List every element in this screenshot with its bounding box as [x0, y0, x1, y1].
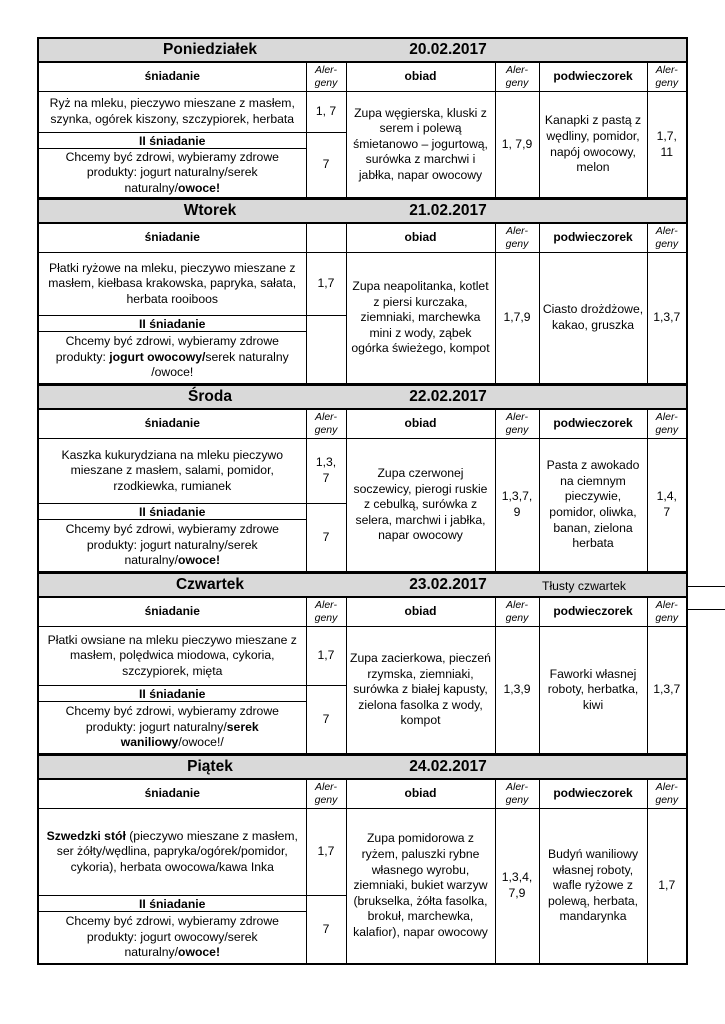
breakfast-cell [38, 92, 306, 133]
breakfast-header: śniadanie [38, 409, 306, 439]
second-breakfast-label: II śniadanie [38, 316, 306, 332]
day-name: Wtorek [183, 202, 237, 219]
column-header-row [38, 62, 687, 92]
breakfast-highlight: Szwedzki stół [46, 828, 126, 843]
second-breakfast-text: Chcemy być zdrowi, wybieramy zdrowe produkty: [55, 334, 279, 364]
menu-row [38, 253, 687, 316]
second-breakfast-label: II śniadanie [38, 133, 306, 149]
lunch-cell: Zupa neapolitanka, kotlet z piersi kurczaka, ziemniaki, marchewka mini z wody, ząbek ogórka świeżego, kompot [346, 253, 495, 385]
allergens-header: Aler- geny [495, 223, 539, 253]
snack-cell: Pasta z awokado na ciemnym pieczywie, pomidor, oliwka, banan, zielona herbata [539, 439, 647, 573]
snack-allergens: 1,7, 11 [647, 92, 687, 199]
column-header-row [38, 779, 687, 809]
snack-cell: Ciasto drożdżowe, kakao, gruszka [539, 253, 647, 385]
breakfast-text: Płatki ryżowe na mleku, pieczywo mieszane z masłem, kiełbasa krakowska, papryka, sałata, herbata rooiboos [48, 260, 297, 306]
second-breakfast-label: II śniadanie [38, 896, 306, 912]
menu-row [38, 439, 687, 504]
breakfast-header: śniadanie [38, 223, 306, 253]
allergens-header: Aler- geny [306, 597, 346, 627]
second-breakfast-cell [38, 702, 306, 755]
allergens-header: Aler- geny [495, 62, 539, 92]
snack-header: podwieczorek [539, 223, 647, 253]
breakfast-text: (pieczywo mieszane z masłem, ser żółty/wędlina, papryka/ogórek/pomidor, cykoria), herbata owocowa/kawa Inka [56, 828, 298, 874]
day-date: 22.02.2017 [409, 388, 487, 405]
breakfast-text: Kaszka kukurydziana na mleku pieczywo mieszane z masłem, salami, pomidor, rzodkiewka, rumianek [61, 447, 283, 493]
second-breakfast-allergens: 7 [306, 686, 346, 755]
lunch-allergens: 1, 7,9 [495, 92, 539, 199]
second-breakfast-text: Chcemy być zdrowi, wybieramy zdrowe produkty: jogurt naturalny/ [65, 704, 279, 734]
weekly-menu-table [37, 37, 688, 965]
second-breakfast-text: Chcemy być zdrowi, wybieramy zdrowe produkty: jogurt owocowy/serek naturalny/ [65, 914, 279, 960]
breakfast-allergens: 1,7 [306, 253, 346, 316]
lunch-allergens: 1,3,7, 9 [495, 439, 539, 573]
second-breakfast-cell [38, 912, 306, 965]
breakfast-cell [38, 253, 306, 316]
allergens-header: Aler- geny [495, 597, 539, 627]
day-name: Środa [188, 388, 232, 405]
allergens-header: Aler- geny [647, 409, 687, 439]
second-breakfast-allergens: 7 [306, 896, 346, 965]
second-breakfast-highlight: owoce! [178, 180, 220, 195]
menu-row [38, 809, 687, 896]
second-breakfast-allergens: 7 [306, 504, 346, 573]
margin-rule [686, 609, 725, 610]
day-date: 23.02.2017 [409, 576, 487, 593]
second-breakfast-text: Chcemy być zdrowi, wybieramy zdrowe produkty: jogurt naturalny/serek naturalny/ [65, 522, 279, 568]
breakfast-cell [38, 439, 306, 504]
snack-allergens: 1,4, 7 [647, 439, 687, 573]
breakfast-header: śniadanie [38, 779, 306, 809]
breakfast-cell [38, 809, 306, 896]
lunch-allergens: 1,7,9 [495, 253, 539, 385]
second-breakfast-text-end: /owoce!/ [178, 735, 224, 750]
day-date: 20.02.2017 [409, 41, 487, 58]
allergens-header [306, 223, 346, 253]
menu-row [38, 627, 687, 686]
snack-cell: Kanapki z pastą z wędliny, pomidor, napój owocowy, melon [539, 92, 647, 199]
day-header [38, 199, 687, 224]
lunch-cell: Zupa pomidorowa z ryżem, paluszki rybne własnego wyrobu, ziemniaki, bukiet warzyw (brukselka, żółta fasolka, brokuł, marchewka, kalafior), napar owocowy [346, 809, 495, 965]
second-breakfast-allergens: 7 [306, 133, 346, 199]
snack-header: podwieczorek [539, 62, 647, 92]
snack-header: podwieczorek [539, 779, 647, 809]
breakfast-text: Płatki owsiane na mleku pieczywo mieszane z masłem, polędwica miodowa, cykoria, szczypiorek, mięta [47, 632, 297, 678]
column-header-row [38, 409, 687, 439]
day-header-row [38, 38, 687, 62]
margin-rule [686, 586, 725, 587]
day-header-row [38, 755, 687, 780]
day-date: 24.02.2017 [409, 758, 487, 775]
allergens-header: Aler- geny [495, 779, 539, 809]
lunch-header: obiad [346, 62, 495, 92]
allergens-header: Aler- geny [306, 779, 346, 809]
column-header-row [38, 223, 687, 253]
day-header [38, 385, 687, 410]
column-header-row [38, 597, 687, 627]
breakfast-allergens: 1,3, 7 [306, 439, 346, 504]
snack-allergens: 1,7 [647, 809, 687, 965]
breakfast-header: śniadanie [38, 597, 306, 627]
lunch-cell: Zupa czerwonej soczewicy, pierogi ruskie z cebulką, surówka z selera, marchwi i jabłka, napar owocowy [346, 439, 495, 573]
breakfast-text: Ryż na mleku, pieczywo mieszane z masłem, szynka, ogórek kiszony, szczypiorek, herbata [49, 96, 295, 126]
day-header [38, 38, 687, 62]
allergens-header: Aler- geny [647, 779, 687, 809]
second-breakfast-cell [38, 332, 306, 385]
lunch-cell: Zupa węgierska, kluski z serem i polewą śmietanowo – jogurtową, surówka z marchwi i jabłka, napar owocowy [346, 92, 495, 199]
lunch-header: obiad [346, 409, 495, 439]
second-breakfast-cell [38, 149, 306, 199]
breakfast-allergens: 1,7 [306, 809, 346, 896]
second-breakfast-highlight: owoce! [178, 553, 220, 568]
second-breakfast-text-end: serek naturalny /owoce! [151, 349, 289, 380]
allergens-header: Aler- geny [306, 409, 346, 439]
day-name: Czwartek [175, 576, 245, 593]
lunch-header: obiad [346, 779, 495, 809]
second-breakfast-highlight: serek waniliowy [120, 719, 259, 750]
snack-header: podwieczorek [539, 597, 647, 627]
allergens-header: Aler- geny [306, 62, 346, 92]
allergens-header: Aler- geny [647, 223, 687, 253]
day-name: Poniedziałek [163, 41, 257, 58]
breakfast-allergens: 1, 7 [306, 92, 346, 133]
second-breakfast-cell [38, 520, 306, 573]
snack-allergens: 1,3,7 [647, 627, 687, 755]
day-header-row [38, 573, 687, 598]
day-header [38, 755, 687, 780]
day-note: Tłusty czwartek [542, 579, 626, 593]
second-breakfast-allergens [306, 316, 346, 385]
snack-cell: Budyń waniliowy własnej roboty, wafle ryżowe z polewą, herbata, mandarynka [539, 809, 647, 965]
second-breakfast-label: II śniadanie [38, 686, 306, 702]
second-breakfast-label: II śniadanie [38, 504, 306, 520]
breakfast-header: śniadanie [38, 62, 306, 92]
second-breakfast-highlight: jogurt owocowy/ [109, 349, 206, 364]
day-name: Piątek [187, 758, 233, 775]
lunch-allergens: 1,3,9 [495, 627, 539, 755]
allergens-header: Aler- geny [495, 409, 539, 439]
snack-cell: Faworki własnej roboty, herbatka, kiwi [539, 627, 647, 755]
day-date: 21.02.2017 [409, 202, 487, 219]
day-header [38, 573, 687, 598]
allergens-header: Aler- geny [647, 62, 687, 92]
snack-header: podwieczorek [539, 409, 647, 439]
day-header-row [38, 199, 687, 224]
menu-row [38, 92, 687, 133]
lunch-header: obiad [346, 223, 495, 253]
lunch-header: obiad [346, 597, 495, 627]
second-breakfast-highlight: owoce! [178, 945, 220, 960]
second-breakfast-text: Chcemy być zdrowi, wybieramy zdrowe produkty: jogurt naturalny/serek naturalny/ [65, 149, 279, 195]
lunch-cell: Zupa zacierkowa, pieczeń rzymska, ziemniaki, surówka z białej kapusty, zielona fasolka z wody, kompot [346, 627, 495, 755]
day-header-row [38, 385, 687, 410]
snack-allergens: 1,3,7 [647, 253, 687, 385]
breakfast-allergens: 1,7 [306, 627, 346, 686]
lunch-allergens: 1,3,4, 7,9 [495, 809, 539, 965]
breakfast-cell [38, 627, 306, 686]
allergens-header: Aler- geny [647, 597, 687, 627]
